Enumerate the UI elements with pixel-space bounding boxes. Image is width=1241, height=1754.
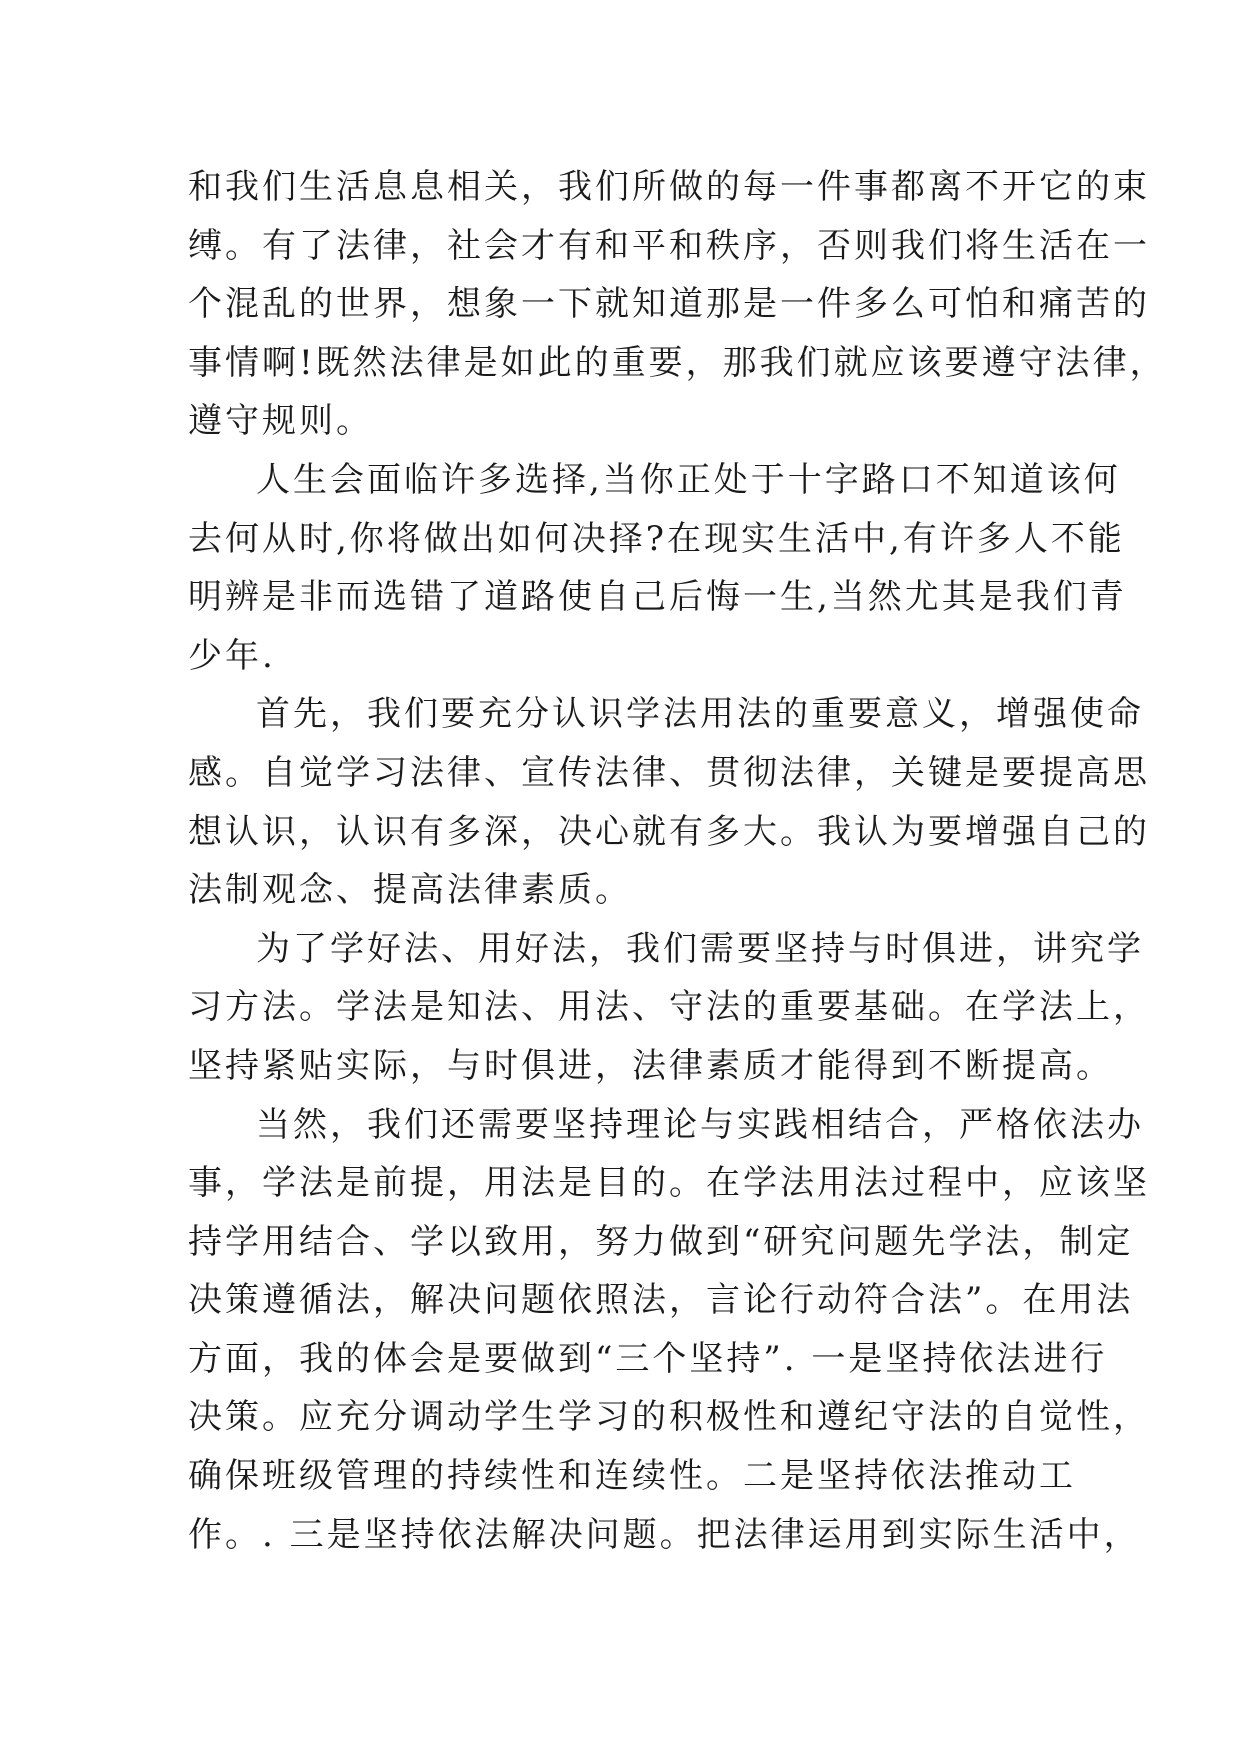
text-line: 缚。有了法律，社会才有和平和秩序，否则我们将生活在一	[188, 225, 1150, 266]
text-line: 和我们生活息息相关，我们所做的每一件事都离不开它的束	[188, 167, 1150, 207]
text-line: 事，学法是前提，用法是目的。在学法用法过程中，应该坚	[188, 1163, 1150, 1204]
text-line: 明辨是非而选错了道路使自己后悔一生,当然尤其是我们青	[188, 577, 1127, 618]
paragraph-4	[188, 920, 1150, 1096]
text-line: 为了学好法、用好法，我们需要坚持与时俱进，讲究学	[256, 928, 1144, 969]
text-line: 作。. 三是坚持依法解决问题。把法律运用到实际生活中，	[188, 1514, 1141, 1555]
text-line: 方面，我的体会是要做到“三个坚持”. 一是坚持依法进行	[188, 1338, 1108, 1379]
text-line: 习方法。学法是知法、用法、守法的重要基础。在学法上，	[188, 987, 1150, 1028]
paragraph-3	[188, 685, 1150, 919]
text-line: 想认识，认识有多深，决心就有多大。我认为要增强自己的	[188, 811, 1150, 852]
text-line: 决策遵循法，解决问题依照法，言论行动符合法”。在用法	[188, 1280, 1134, 1321]
text-line: 人生会面临许多选择,当你正处于十字路口不知道该何	[256, 459, 1121, 500]
text-line: 坚持紧贴实际，与时俱进，法律素质才能得到不断提高。	[188, 1045, 1113, 1086]
text-line: 持学用结合、学以致用，努力做到“研究问题先学法，制定	[188, 1221, 1134, 1262]
text-line: 事情啊!既然法律是如此的重要，那我们就应该要遵守法律，	[188, 342, 1167, 383]
body-text	[188, 158, 1167, 1564]
text-line: 法制观念、提高法律素质。	[188, 870, 632, 911]
text-line: 去何从时,你将做出如何决择?在现实生活中,有许多人不能	[188, 518, 1125, 559]
text-line: 首先，我们要充分认识学法用法的重要意义，增强使命	[256, 694, 1144, 735]
text-line: 少年.	[188, 635, 276, 676]
text-line: 个混乱的世界，想象一下就知道那是一件多么可怕和痛苦的	[188, 284, 1150, 325]
paragraph-1	[188, 158, 1167, 451]
text-line: 遵守规则。	[188, 401, 373, 442]
paragraph-5	[188, 1096, 1150, 1565]
text-line: 决策。应充分调动学生学习的积极性和遵纪守法的自觉性，	[188, 1397, 1150, 1438]
text-line: 确保班级管理的持续性和连续性。二是坚持依法推动工	[188, 1456, 1076, 1497]
paragraph-2	[188, 451, 1127, 685]
text-line: 感。自觉学习法律、宣传法律、贯彻法律，关键是要提高思	[188, 752, 1150, 793]
text-line: 当然，我们还需要坚持理论与实践相结合，严格依法办	[256, 1104, 1144, 1145]
